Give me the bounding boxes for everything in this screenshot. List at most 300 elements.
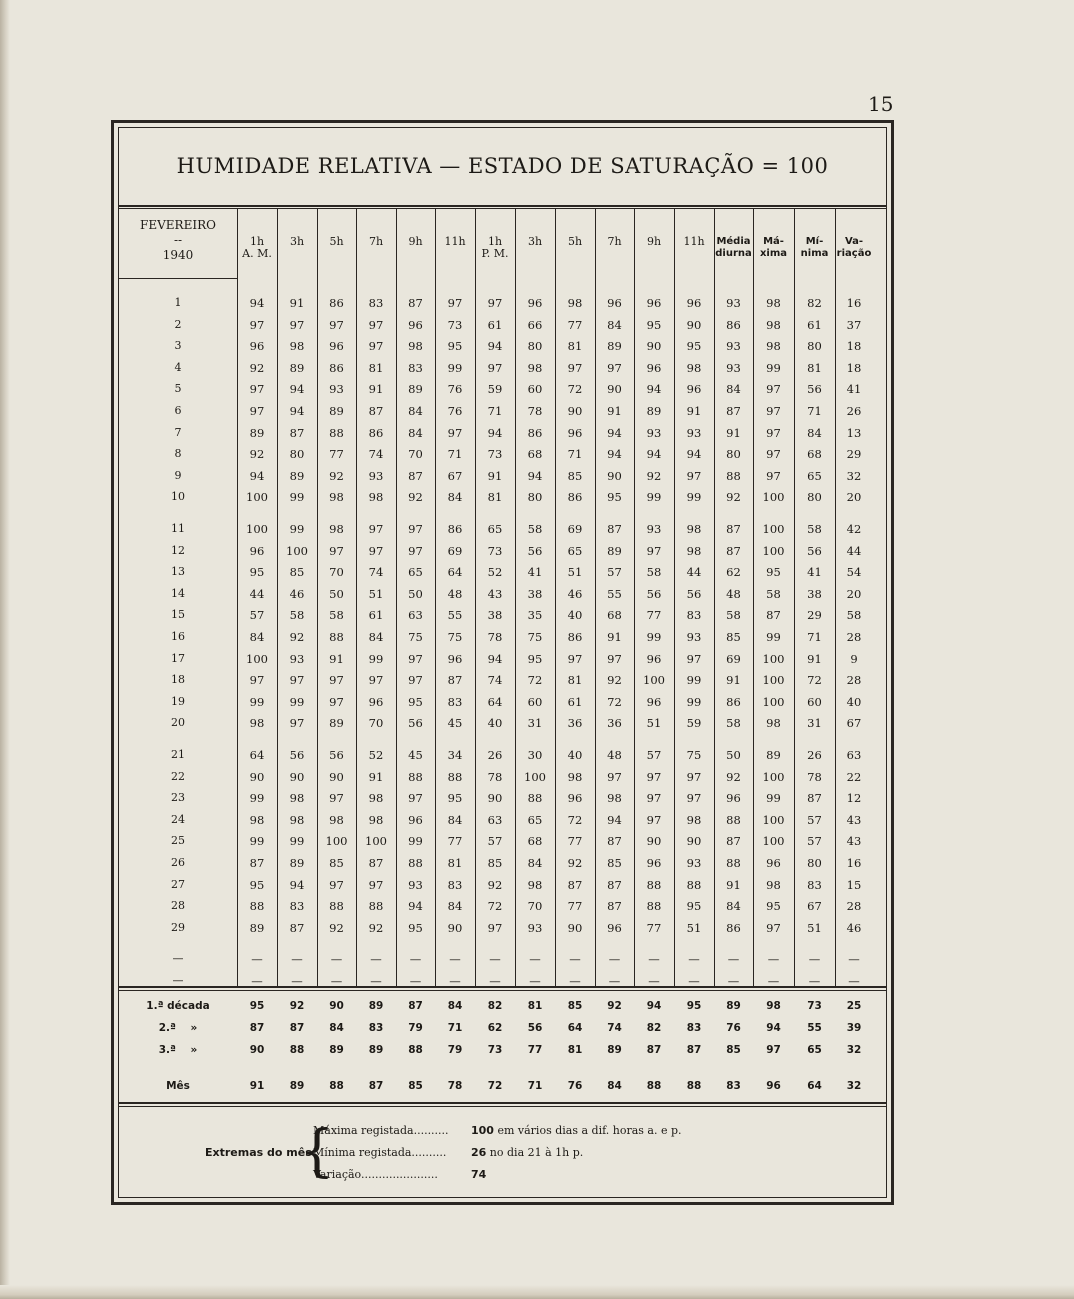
table-cell: 93	[726, 360, 741, 375]
table-cell: —	[251, 952, 263, 967]
table-cell: 56	[807, 382, 822, 397]
table-cell: 93	[289, 651, 305, 666]
column-header-bottom: A. M.	[242, 247, 272, 260]
summary-cell: 87	[408, 1000, 423, 1012]
extremas-item-name: Variação......................	[313, 1168, 438, 1181]
table-cell: 99	[249, 834, 265, 849]
table-cell: 31	[807, 716, 822, 731]
extremas-item-name: Máxima registada..........	[313, 1124, 449, 1137]
table-cell: 96	[607, 920, 622, 935]
table-cell: 95	[408, 694, 423, 709]
summary-cell: 74	[607, 1022, 622, 1034]
table-row	[119, 745, 894, 765]
table-cell: 88	[329, 899, 344, 914]
day-label: —	[172, 952, 184, 966]
table-cell: 78	[487, 630, 503, 644]
table-cell: 88	[447, 769, 463, 784]
table-cell: 94	[289, 877, 305, 892]
table-cell: 38	[527, 586, 543, 601]
table-cell: —	[330, 952, 343, 967]
table-cell: 97	[766, 447, 781, 462]
column-header-top: 11h	[444, 235, 466, 248]
summary-cell: 96	[766, 1080, 781, 1092]
table-cell: 87	[726, 404, 741, 418]
table-cell: 70	[368, 716, 384, 731]
table-cell: 64	[487, 694, 503, 709]
table-cell: 71	[487, 404, 503, 418]
table-cell: —	[767, 952, 780, 967]
extremas-item-value	[471, 1146, 583, 1159]
summary-cell: 87	[249, 1022, 265, 1034]
summary-cell: 32	[846, 1080, 862, 1092]
table-cell: 90	[607, 468, 622, 483]
table-row	[119, 293, 894, 313]
table-cell: —	[727, 952, 740, 967]
table-cell: 98	[766, 339, 781, 354]
summary-cell: 76	[567, 1080, 583, 1092]
table-cell: 88	[726, 856, 741, 870]
divider	[119, 1102, 886, 1104]
table-cell: 58	[766, 586, 781, 601]
table-cell: 54	[846, 565, 862, 580]
table-cell: 78	[807, 769, 822, 784]
table-cell: 96	[686, 296, 702, 310]
table-cell: 57	[487, 834, 503, 849]
table-cell: 94	[487, 425, 503, 440]
table-cell: 95	[607, 490, 622, 505]
table-cell: 89	[607, 543, 622, 558]
table-cell: 72	[567, 812, 583, 827]
day-label: 20	[171, 716, 185, 730]
column-header	[356, 236, 396, 248]
table-cell: 77	[567, 834, 583, 849]
page-edge-bottom	[0, 1285, 1074, 1299]
table-cell: 83	[368, 296, 384, 310]
extremas-value: 100	[471, 1124, 494, 1137]
table-cell: 48	[726, 586, 741, 601]
table-cell: 29	[807, 608, 822, 623]
table-cell: 100	[762, 769, 785, 784]
column-header-top: 1h	[249, 235, 265, 248]
table-cell: 77	[447, 834, 463, 849]
table-cell: 97	[329, 694, 344, 709]
table-cell: 99	[408, 834, 423, 849]
table-cell: 43	[487, 586, 503, 601]
table-cell: 98	[686, 812, 702, 827]
table-cell: 86	[447, 522, 463, 536]
table-cell: 28	[846, 673, 862, 688]
table-cell: 89	[766, 748, 781, 762]
table-cell: 94	[289, 382, 305, 397]
table-cell: 96	[766, 856, 781, 870]
table-cell: 59	[487, 382, 503, 397]
table-cell: 90	[646, 834, 662, 849]
table-cell: 91	[686, 404, 702, 418]
summary-cell: 78	[447, 1080, 463, 1092]
table-cell: 96	[726, 791, 741, 806]
table-cell: 57	[807, 834, 822, 849]
day-label: 28	[171, 899, 185, 913]
summary-cell: 55	[807, 1022, 822, 1034]
table-cell: 93	[726, 296, 741, 310]
table-cell: 31	[527, 716, 543, 731]
table-cell: 60	[527, 694, 543, 709]
extremas-value: 26	[471, 1146, 487, 1159]
table-cell: 96	[646, 296, 662, 310]
table-cell: 99	[289, 834, 305, 849]
table-cell: 73	[487, 543, 503, 558]
table-cell: 74	[487, 673, 503, 688]
table-cell: —	[409, 974, 422, 988]
table-cell: 73	[487, 447, 503, 462]
table-cell: 65	[408, 565, 423, 580]
table-cell: 99	[686, 490, 702, 505]
table-cell: 95	[646, 317, 662, 332]
table-cell: 38	[487, 608, 503, 623]
summary-cell: 73	[807, 1000, 822, 1012]
table-cell: 98	[249, 812, 265, 827]
table-cell: 98	[289, 791, 305, 806]
table-cell: 97	[408, 543, 423, 558]
table-row	[119, 713, 894, 733]
table-cell: 28	[846, 630, 862, 644]
table-cell: 86	[726, 694, 741, 709]
table-cell: 97	[686, 769, 702, 784]
table-cell: 100	[246, 490, 268, 505]
table-cell: 59	[686, 716, 702, 731]
table-cell: 97	[249, 317, 265, 332]
table-cell: 97	[646, 791, 662, 806]
table-cell: 36	[567, 716, 583, 731]
month-header	[119, 218, 237, 263]
table-cell: 89	[408, 382, 423, 397]
table-cell: 100	[246, 651, 268, 666]
table-cell: 93	[686, 856, 702, 870]
table-cell: 13	[846, 425, 862, 440]
summary-cell: 64	[567, 1022, 583, 1034]
table-cell: 98	[766, 296, 781, 310]
table-cell: 56	[289, 748, 305, 762]
table-cell: 94	[487, 339, 503, 354]
table-cell: 70	[527, 899, 543, 914]
table-cell: 87	[607, 522, 622, 536]
column-header-top: 7h	[607, 235, 622, 248]
column-header	[317, 236, 356, 248]
table-cell: 57	[646, 748, 662, 762]
summary-cell: 73	[487, 1044, 503, 1056]
table-cell: 84	[447, 812, 463, 827]
table-cell: 12	[846, 791, 862, 806]
table-cell: 96	[567, 425, 583, 440]
table-cell: 87	[408, 296, 423, 310]
table-cell: 98	[368, 812, 384, 827]
table-cell: —	[291, 974, 303, 988]
summary-cell: 85	[408, 1080, 423, 1092]
summary-cell: 87	[646, 1044, 662, 1056]
table-cell: 89	[249, 920, 265, 935]
day-label: 6	[174, 404, 182, 417]
table-cell: 37	[846, 317, 862, 332]
table-cell: 97	[686, 791, 702, 806]
table-cell: 58	[807, 522, 822, 536]
table-cell: 97	[487, 360, 503, 375]
table-cell: 98	[329, 490, 344, 505]
table-row	[119, 788, 894, 808]
day-label: 3	[174, 339, 182, 353]
table-cell: 100	[762, 651, 785, 666]
table-cell: 57	[249, 608, 265, 623]
table-cell: 83	[807, 877, 822, 892]
table-cell: 46	[289, 586, 305, 601]
table-cell: 98	[408, 339, 423, 354]
table-cell: 87	[289, 920, 305, 935]
summary-cell: 89	[329, 1044, 344, 1056]
table-cell: 89	[289, 856, 305, 870]
page-title: HUMIDADE RELATIVA — ESTADO DE SATURAÇÃO = 100	[176, 154, 829, 178]
table-cell: 96	[646, 651, 662, 666]
table-cell: 96	[249, 543, 265, 558]
table-cell: 96	[686, 382, 702, 397]
table-cell: 94	[607, 812, 622, 827]
table-cell: 60	[807, 694, 822, 709]
table-cell: 97	[368, 543, 384, 558]
table-cell: 96	[646, 360, 662, 375]
table-cell: 80	[807, 339, 822, 354]
table-cell: 87	[249, 856, 265, 870]
table-cell: 93	[408, 877, 423, 892]
table-row	[119, 315, 894, 335]
table-cell: 34	[447, 748, 463, 762]
table-cell: 97	[408, 651, 423, 666]
table-cell: 26	[807, 748, 822, 762]
table-cell: —	[688, 974, 700, 988]
table-cell: 67	[447, 468, 463, 483]
table-row	[119, 767, 894, 787]
table-cell: 18	[846, 360, 862, 375]
table-row	[119, 444, 894, 464]
table-cell: 35	[527, 608, 543, 623]
table-cell: 98	[686, 543, 702, 558]
table-cell: 97	[646, 769, 662, 784]
table-cell: 41	[527, 565, 543, 580]
day-label: 16	[171, 630, 185, 643]
table-cell: 69	[567, 522, 583, 536]
table-cell: 84	[607, 317, 622, 332]
column-header	[634, 236, 674, 248]
table-cell: 98	[329, 522, 344, 536]
table-cell: —	[291, 952, 303, 967]
table-cell: 91	[329, 651, 344, 666]
table-cell: 84	[249, 630, 265, 644]
table-cell: 58	[646, 565, 662, 580]
table-cell: 77	[646, 920, 662, 935]
table-cell: 98	[249, 716, 265, 731]
table-cell: 96	[408, 317, 423, 332]
table-cell: 97	[289, 673, 305, 688]
table-cell: 78	[527, 404, 543, 418]
table-cell: 77	[567, 899, 583, 914]
table-cell: 100	[643, 673, 665, 688]
table-cell: 51	[686, 920, 702, 935]
table-cell: 90	[289, 769, 305, 784]
table-cell: 90	[646, 339, 662, 354]
table-cell: 15	[846, 877, 862, 892]
table-cell: 97	[368, 522, 384, 536]
table-cell: 97	[368, 339, 384, 354]
column-header	[515, 236, 555, 248]
day-label: 22	[171, 769, 185, 783]
table-cell: 93	[726, 339, 741, 354]
table-cell: 44	[249, 586, 265, 601]
table-cell: 90	[686, 317, 702, 332]
table-cell: 93	[646, 522, 662, 536]
summary-cell: 98	[766, 1000, 781, 1012]
column-header-top: 9h	[646, 235, 662, 248]
divider	[119, 990, 886, 991]
column-header-top: 11h	[683, 235, 705, 248]
table-cell: 97	[249, 673, 265, 688]
table-cell: —	[848, 952, 860, 967]
table-cell: 90	[567, 920, 583, 935]
table-cell: 88	[368, 899, 384, 914]
column-header	[753, 236, 794, 260]
day-label: 12	[171, 543, 185, 557]
column-header	[396, 236, 435, 248]
table-cell: 92	[249, 447, 265, 462]
summary-cell: 88	[686, 1080, 702, 1092]
table-row	[119, 379, 894, 399]
table-cell: 94	[607, 447, 622, 462]
day-label: 19	[171, 694, 185, 708]
table-cell: 58	[289, 608, 305, 623]
day-label: 1	[174, 296, 182, 309]
table-cell: 96	[368, 694, 384, 709]
table-cell: —	[449, 952, 461, 967]
table-cell: 22	[846, 769, 862, 784]
table-cell: 92	[726, 490, 741, 505]
table-cell: 45	[447, 716, 463, 731]
day-label: 9	[174, 468, 182, 482]
table-cell: 20	[846, 490, 862, 505]
table-cell: 97	[646, 543, 662, 558]
table-row	[119, 831, 894, 851]
table-cell: 85	[329, 856, 344, 870]
day-label: 17	[171, 651, 185, 665]
table-cell: 98	[329, 812, 344, 827]
summary-cell: 83	[686, 1022, 702, 1034]
summary-cell: 71	[447, 1022, 463, 1034]
table-cell: 68	[607, 608, 622, 623]
day-label: 4	[174, 360, 182, 374]
table-cell: 89	[289, 468, 305, 483]
table-cell: 91	[807, 651, 822, 666]
extremas-text: no dia 21 à 1h p.	[486, 1146, 584, 1159]
table-row	[119, 466, 894, 486]
day-label: 27	[171, 877, 185, 891]
table-cell: 56	[807, 543, 822, 558]
table-cell: 46	[846, 920, 862, 935]
summary-cell: 95	[686, 1000, 702, 1012]
table-cell: 97	[487, 296, 503, 310]
table-cell: 93	[329, 382, 344, 397]
table-cell: 88	[329, 425, 344, 440]
table-cell: 84	[726, 382, 741, 397]
table-cell: 48	[447, 586, 463, 601]
table-cell: 70	[408, 447, 423, 462]
table-cell: 26	[487, 748, 503, 762]
column-header	[237, 236, 277, 260]
table-cell: 92	[646, 468, 662, 483]
summary-row	[119, 1076, 894, 1096]
summary-row	[119, 1018, 894, 1038]
table-cell: 97	[408, 673, 423, 688]
table-cell: 88	[408, 856, 423, 870]
table-cell: 83	[289, 899, 305, 914]
summary-cell: 95	[249, 1000, 265, 1012]
table-cell: 99	[766, 791, 781, 806]
table-cell: 96	[567, 791, 583, 806]
table-cell: 42	[846, 522, 862, 536]
table-cell: 84	[447, 490, 463, 505]
table-cell: 72	[607, 694, 622, 709]
table-row	[119, 949, 894, 969]
extremas-item-name: Mínima registada..........	[313, 1146, 447, 1159]
table-cell: 89	[289, 360, 305, 375]
table-cell: 41	[846, 382, 862, 397]
table-cell: —	[608, 952, 621, 967]
table-cell: 99	[368, 651, 384, 666]
table-cell: —	[370, 974, 382, 988]
table-cell: 93	[646, 425, 662, 440]
day-label: 23	[171, 791, 185, 805]
table-cell: —	[409, 952, 422, 967]
table-cell: 77	[646, 608, 662, 623]
table-cell: 67	[846, 716, 862, 731]
table-cell: 36	[607, 716, 622, 731]
extremas-item-value	[471, 1168, 486, 1181]
table-cell: 74	[368, 447, 384, 462]
table-cell: 62	[726, 565, 741, 580]
table-cell: 97	[329, 877, 344, 892]
table-cell: 97	[686, 651, 702, 666]
table-cell: 95	[686, 899, 702, 914]
table-row	[119, 336, 894, 356]
table-cell: 18	[846, 339, 862, 354]
table-cell: 92	[408, 490, 423, 505]
table-cell: 86	[527, 425, 543, 440]
column-header-top: 7h	[368, 235, 384, 248]
table-cell: 97	[646, 812, 662, 827]
table-cell: 99	[646, 630, 662, 644]
table-cell: 75	[408, 630, 423, 644]
table-cell: 99	[686, 673, 702, 688]
table-cell: 68	[807, 447, 822, 462]
table-cell: 97	[567, 360, 583, 375]
table-cell: 51	[807, 920, 822, 935]
table-cell: 87	[368, 404, 384, 418]
table-cell: 67	[807, 899, 822, 914]
table-cell: 81	[567, 339, 583, 354]
summary-cell: 92	[289, 1000, 305, 1012]
table-cell: 97	[686, 468, 702, 483]
table-cell: 89	[329, 404, 344, 418]
table-cell: 86	[329, 360, 344, 375]
table-cell: 93	[368, 468, 384, 483]
summary-cell: 84	[607, 1080, 622, 1092]
table-cell: 92	[249, 360, 265, 375]
month-header-line: --	[173, 233, 183, 247]
table-row	[119, 649, 894, 669]
